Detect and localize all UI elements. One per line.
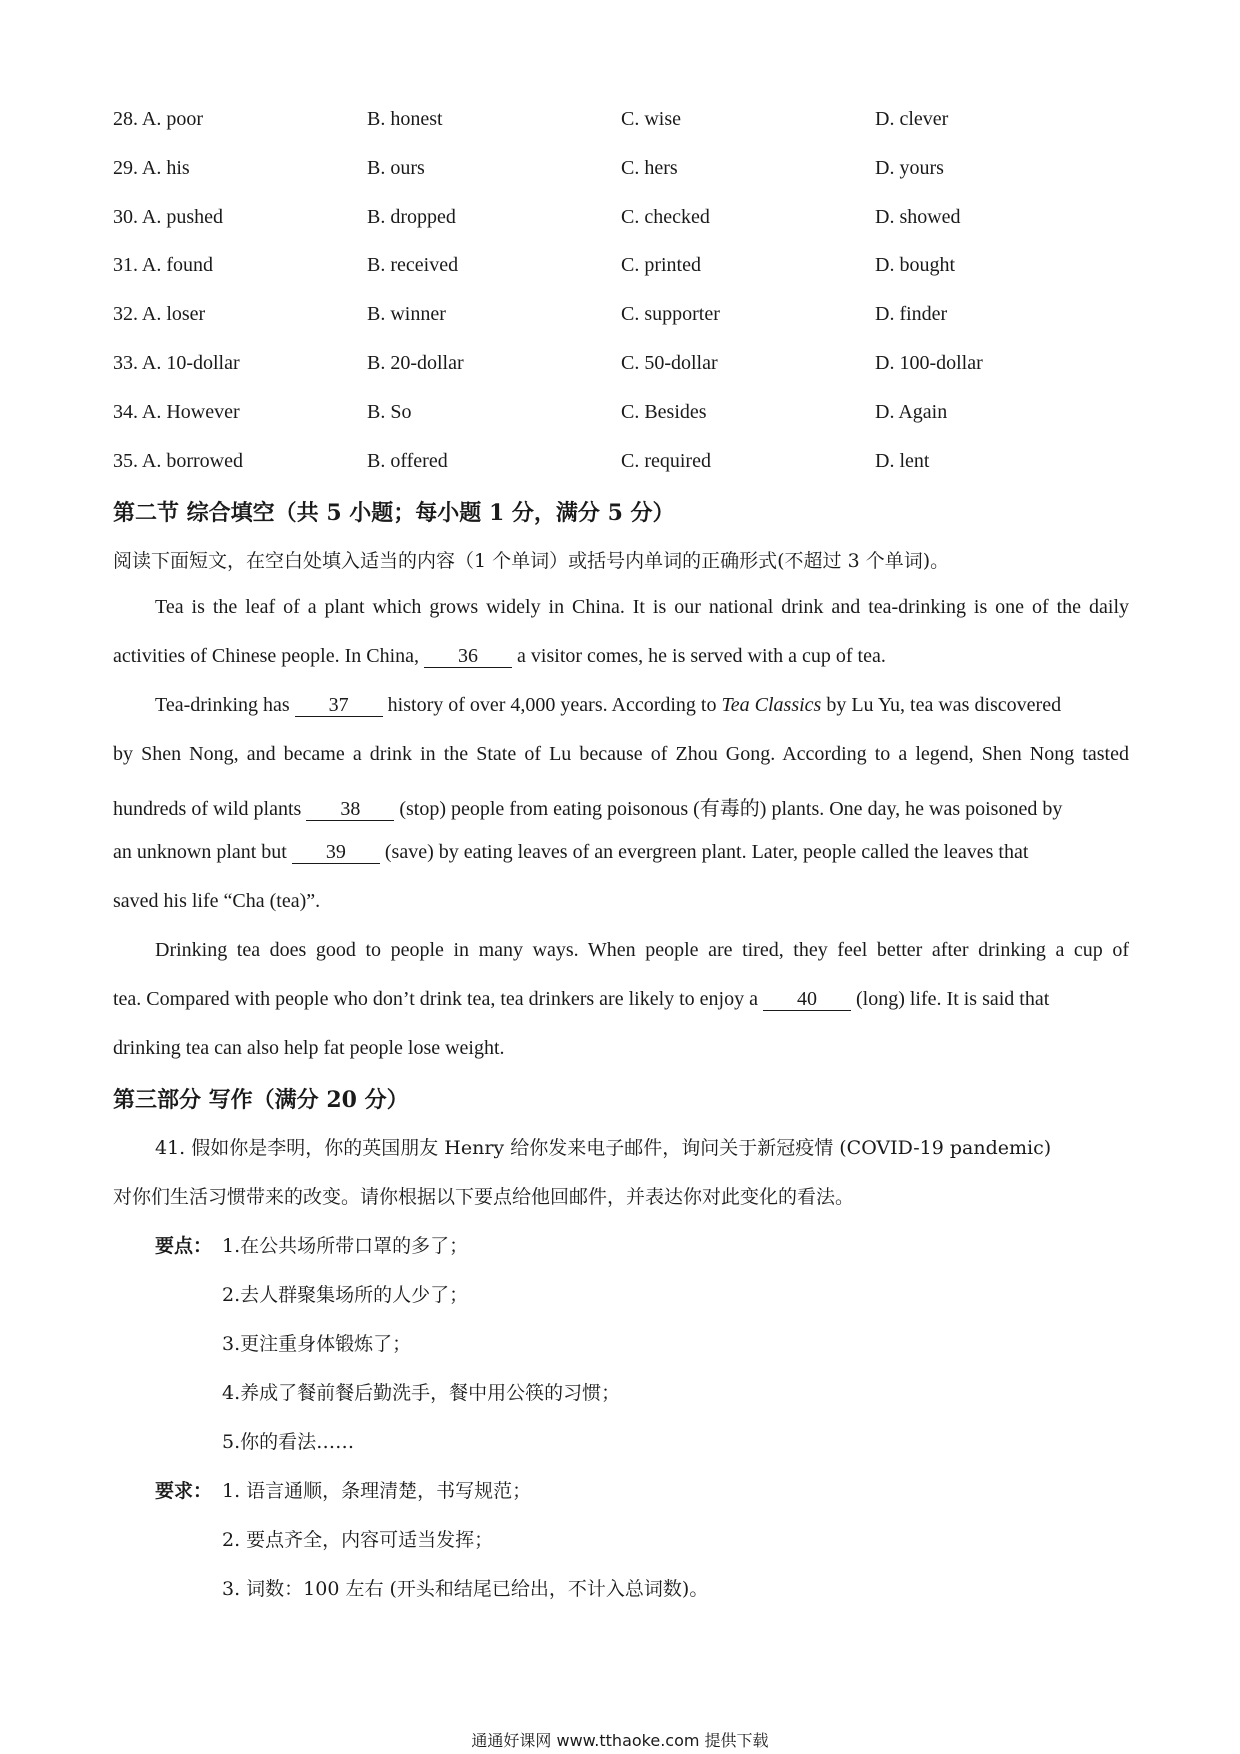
option-d: D. bought: [875, 254, 955, 276]
blank-39: 39: [292, 841, 380, 864]
option-c: C. wise: [621, 108, 681, 130]
requirement-item: 3. 词数：100 左右 (开头和结尾已给出，不计入总词数)。: [222, 1578, 709, 1600]
option-b: B. winner: [367, 303, 446, 325]
option-a: 34. A. However: [113, 401, 240, 423]
option-a: 30. A. pushed: [113, 206, 223, 228]
point-item: 5.你的看法……: [222, 1431, 355, 1453]
passage-text: activities of Chinese people. In China,: [113, 645, 425, 667]
option-d: D. clever: [875, 108, 949, 130]
option-row-33: [113, 352, 1133, 382]
passage-line: [113, 988, 1129, 1011]
point-item: 1.在公共场所带口罩的多了；: [222, 1235, 469, 1257]
option-a: 33. A. 10-dollar: [113, 352, 240, 374]
passage-line: [113, 694, 1129, 717]
option-d: D. showed: [875, 206, 961, 228]
passage-text: hundreds of wild plants: [113, 798, 307, 820]
section-3-heading: 第三部分 写作（满分 20 分）: [113, 1087, 409, 1113]
points-label: 要点：: [155, 1235, 213, 1257]
passage-line: [113, 792, 1129, 821]
option-row-30: [113, 206, 1133, 236]
passage-text: by Lu Yu, tea was discovered: [821, 694, 1062, 716]
blank-40: 40: [763, 988, 851, 1011]
requirements-label: 要求：: [155, 1480, 213, 1502]
passage-line: saved his life “Cha (tea)”.: [113, 890, 321, 912]
option-row-32: [113, 303, 1133, 333]
option-b: B. honest: [367, 108, 443, 130]
option-c: C. checked: [621, 206, 710, 228]
option-c: C. printed: [621, 254, 701, 276]
passage-text: (save) by eating leaves of an evergreen plant. Later, people called the leaves that: [379, 841, 1029, 863]
passage-text: tea. Compared with people who don’t drink tea, tea drinkers are likely to enjoy a: [113, 988, 763, 1010]
option-b: B. 20-dollar: [367, 352, 464, 374]
question-41-line: 41. 假如你是李明，你的英国朋友 Henry 给你发来电子邮件，询问关于新冠疫情 (COVID-19 pandemic): [155, 1137, 1052, 1159]
passage-text: Tea-drinking has: [155, 694, 295, 716]
passage-line: Tea is the leaf of a plant which grows widely in China. It is our national drink and tea-drinking is one of the daily: [155, 596, 1129, 618]
point-item: 4.养成了餐前餐后勤洗手，餐中用公筷的习惯；: [222, 1382, 621, 1404]
option-row-34: [113, 401, 1133, 431]
footer-watermark: 通通好课网 www.tthaoke.com 提供下载: [471, 1731, 769, 1750]
passage-line: drinking tea can also help fat people lose weight.: [113, 1037, 505, 1059]
passage-text: history of over 4,000 years. According to: [382, 694, 722, 716]
option-c: C. hers: [621, 157, 678, 179]
section-2-instruction: 阅读下面短文，在空白处填入适当的内容（1 个单词）或括号内单词的正确形式(不超过 3 个单词)。: [113, 550, 950, 572]
point-item: 2.去人群聚集场所的人少了；: [222, 1284, 469, 1306]
passage-text: a visitor comes, he is served with a cup of tea.: [512, 645, 886, 667]
option-c: C. supporter: [621, 303, 720, 325]
passage-line: [113, 841, 1129, 864]
question-41-line: 对你们生活习惯带来的改变。请你根据以下要点给他回邮件，并表达你对此变化的看法。: [113, 1186, 855, 1208]
option-a: 28. A. poor: [113, 108, 203, 130]
blank-38: 38: [306, 798, 394, 821]
option-a: 32. A. loser: [113, 303, 206, 325]
blank-36: 36: [424, 645, 512, 668]
option-row-28: [113, 108, 1133, 138]
passage-line: [113, 645, 1129, 668]
book-title: Tea Classics: [721, 694, 822, 716]
option-c: C. required: [621, 450, 711, 472]
option-row-29: [113, 157, 1133, 187]
option-d: D. finder: [875, 303, 948, 325]
section-2-heading: 第二节 综合填空（共 5 小题；每小题 1 分，满分 5 分）: [113, 500, 675, 526]
blank-37: 37: [295, 694, 383, 717]
passage-line: by Shen Nong, and became a drink in the State of Lu because of Zhou Gong. According to a legend, Shen Nong tasted: [113, 743, 1129, 765]
option-d: D. yours: [875, 157, 944, 179]
passage-text: (stop) people from eating poisonous (有毒的) plants. One day, he was poisoned by: [394, 798, 1063, 820]
option-a: 35. A. borrowed: [113, 450, 243, 472]
option-b: B. received: [367, 254, 459, 276]
option-d: D. 100-dollar: [875, 352, 983, 374]
requirement-item: 2. 要点齐全，内容可适当发挥；: [222, 1529, 494, 1551]
option-row-31: [113, 254, 1133, 284]
option-row-35: [113, 450, 1133, 480]
option-a: 29. A. his: [113, 157, 190, 179]
passage-line: Drinking tea does good to people in many ways. When people are tired, they feel better after drinking a cup of: [155, 939, 1129, 961]
option-b: B. dropped: [367, 206, 456, 228]
option-d: D. lent: [875, 450, 930, 472]
passage-text: (long) life. It is said that: [851, 988, 1050, 1010]
requirement-item: 1. 语言通顺，条理清楚，书写规范；: [222, 1480, 532, 1502]
point-item: 3.更注重身体锻炼了；: [222, 1333, 412, 1355]
option-d: D. Again: [875, 401, 948, 423]
passage-text: an unknown plant but: [113, 841, 292, 863]
option-c: C. Besides: [621, 401, 707, 423]
option-b: B. offered: [367, 450, 448, 472]
option-b: B. ours: [367, 157, 425, 179]
option-a: 31. A. found: [113, 254, 213, 276]
option-b: B. So: [367, 401, 412, 423]
option-c: C. 50-dollar: [621, 352, 718, 374]
